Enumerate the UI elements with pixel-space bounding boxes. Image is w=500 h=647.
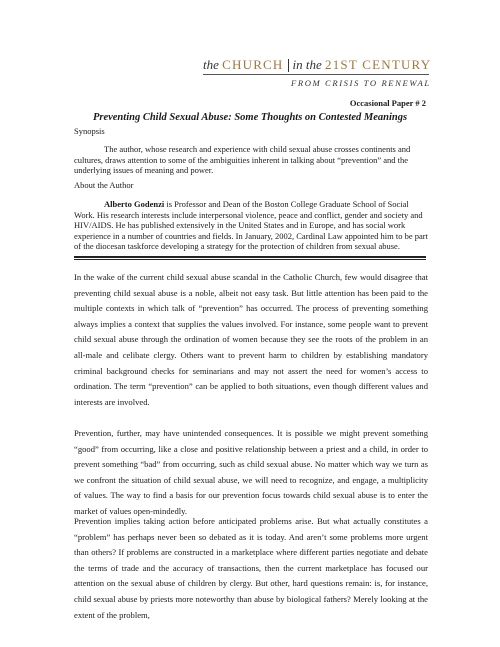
masthead-subtitle: FROM CRISIS TO RENEWAL [291, 78, 431, 88]
paper-number: Occasional Paper # 2 [349, 98, 426, 108]
body-paragraph-2: Prevention, further, may have unintended consequences. It is possible we might prevent something “good” from occurring, like a close and positive relationship between a priest and a child, in order to prevent something “bad” from occurring, such as child sexual abuse. No matter which way we turn as we confront the situation of child sexual abuse, we will need to recognize, and engage, a multiplicity of values. The way to find a basis for our prevention focus towards child sexual abuse is to enter the market of values open-mindedly. [74, 428, 428, 516]
masthead-rule [203, 74, 429, 75]
section-divider [74, 256, 426, 260]
document-title: Preventing Child Sexual Abuse: Some Thoughts on Contested Meanings [92, 112, 408, 123]
masthead-church: CHURCH [222, 57, 284, 72]
about-heading: About the Author [74, 180, 134, 190]
author-name: Alberto Godenzi [104, 199, 165, 209]
body-paragraph-1: In the wake of the current child sexual abuse scandal in the Catholic Church, few would disagree that preventing child sexual abuse is a noble, albeit not easy task. But little attention has been paid to the multiple contexts in which talk of “prevention” has occurred. The process of preventing something always implies a context that supplies the values involved. For instance, some people want to prevent child sexual abuse through the ordination of women because they see the roots of the problem in an all-male and celibate clergy. Others want to prevent harm to children by establishing mandatory criminal background checks for seminarians and may not assert the need for women’s access to ordination. The term “prevention” can be applied to both situations, even though different values and interests are involved. [74, 272, 428, 407]
masthead-in-the: in the [292, 57, 322, 72]
synopsis-heading: Synopsis [74, 126, 105, 136]
masthead-title [203, 58, 433, 72]
masthead-the: the [203, 57, 219, 72]
about-text [74, 199, 430, 252]
author-bio: is Professor and Dean of the Boston College Graduate School of Social Work. His research interests include interpersonal violence, peace and conflict, gender and society and HIV/AIDS. He has published extensively in the United States and in Europe, and has social work experience in a number of countries and fields. In January, 2002, Cardinal Law appointed him to be part of the diocesan taskforce developing a strategy for the protection of children from sexual abuse. [74, 199, 428, 251]
synopsis-text: The author, whose research and experience with child sexual abuse crosses continents and cultures, draws attention to some of the ambiguities inherent in talking about “prevention” and the underlying issues of meaning and power. [74, 144, 411, 175]
masthead [203, 58, 433, 88]
masthead-century: 21ST CENTURY [325, 57, 432, 72]
masthead-separator [288, 59, 289, 72]
body-paragraph-3: Prevention implies taking action before anticipated problems arise. But what actually constitutes a “problem” has perhaps never been so debated as it is today. And aren’t some problems more urgent than others? If problems are constructed in a marketplace where different parties negotiate and debate the terms of trade and the accuracy of transactions, then the current marketplace has focused our attention on the sexual abuse of children by clergy. But other, hard questions remain: is, for instance, child sexual abuse by priests more noteworthy than abuse by biological fathers? Merely looking at the extent of the problem, [74, 516, 428, 620]
